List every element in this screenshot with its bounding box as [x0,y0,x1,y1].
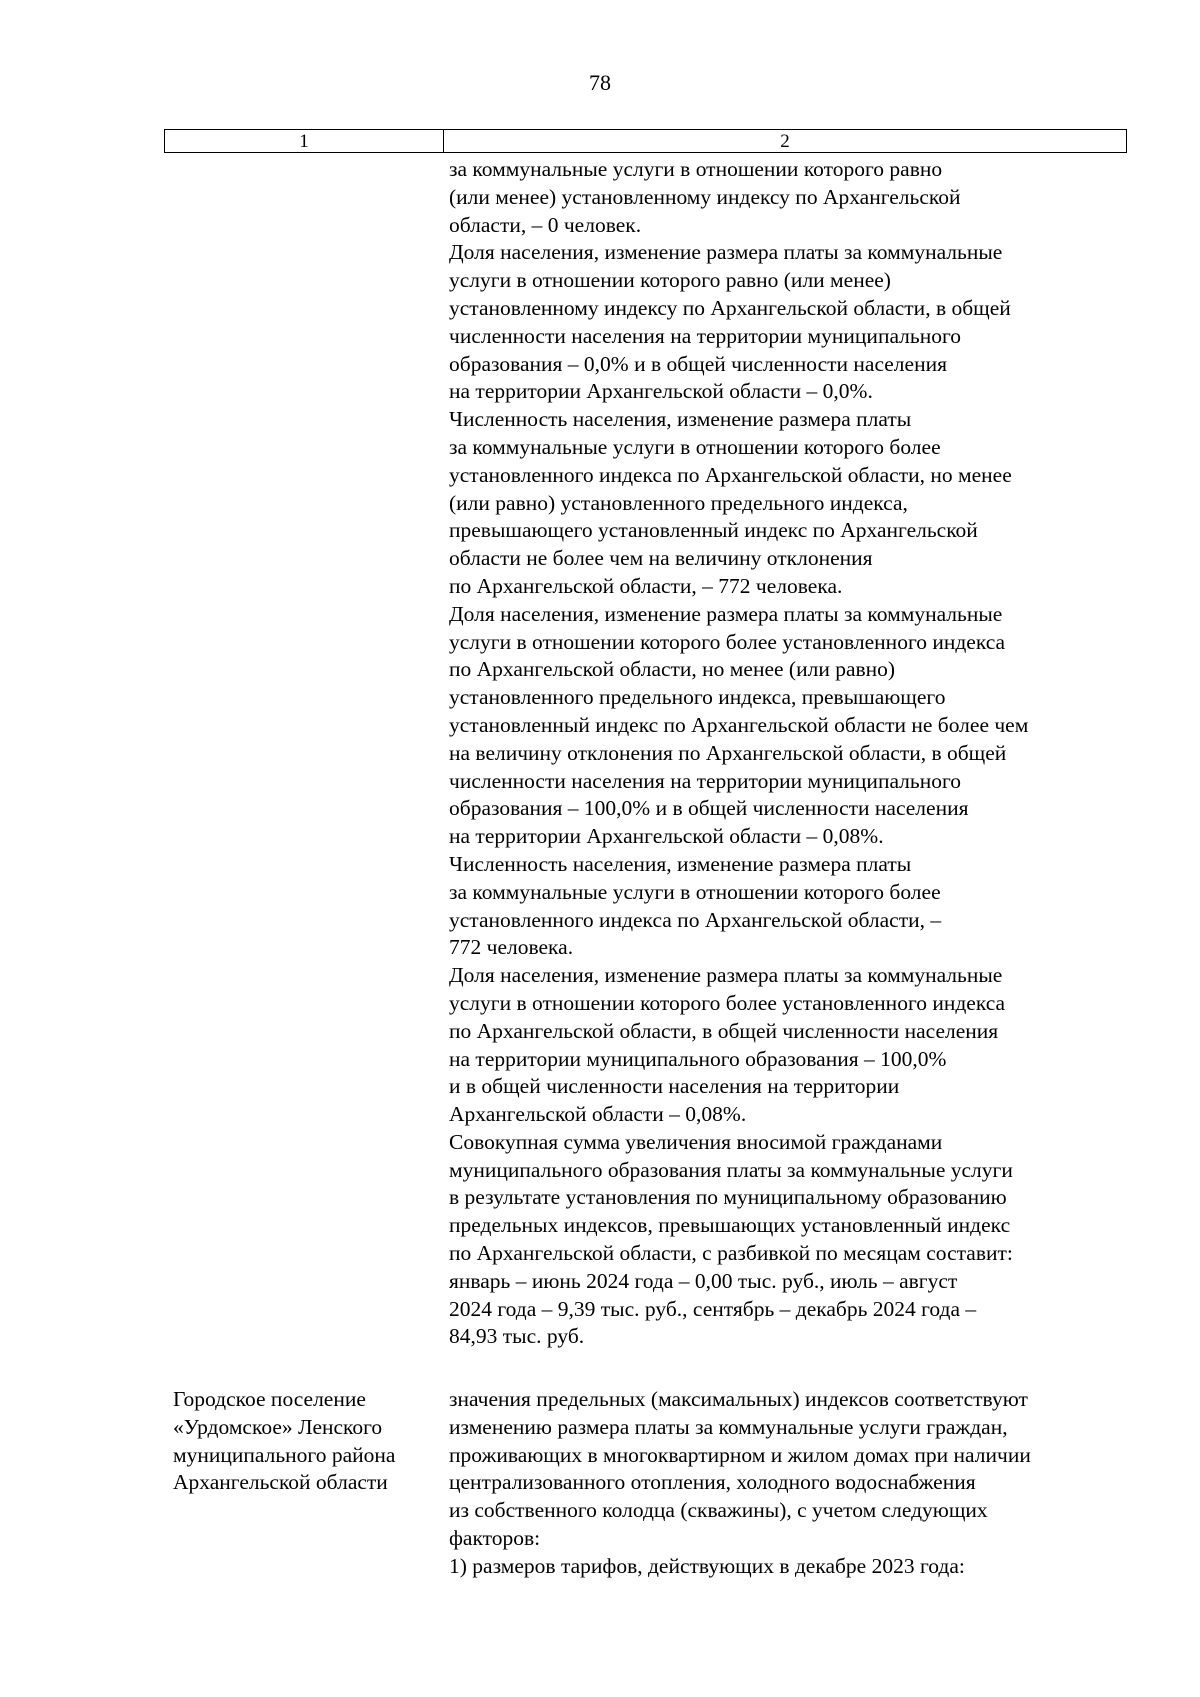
text-line: установленного предельного индекса, превышающего [449,685,946,710]
text-line: предельных индексов, превышающих установленный индекс [449,1213,1011,1238]
text-line: за коммунальные услуги в отношении которого более [449,879,941,904]
text-line: Доля населения, изменение размера платы за коммунальные [449,963,1003,988]
text-line: (или равно) установленного предельного индекса, [449,490,908,515]
text-line: услуги в отношении которого более установленного индекса [449,990,1006,1015]
text-line: услуги в отношении которого более установленного индекса [449,629,1006,654]
text-line: Совокупная сумма увеличения вносимой гражданами [449,1129,943,1154]
text-line: факторов: [449,1525,541,1550]
text-line: численности населения на территории муниципального [449,323,962,348]
text-line: 2024 года – 9,39 тыс. руб., сентябрь – декабрь 2024 года – [449,1296,977,1321]
table-header-row [164,129,1127,153]
municipality-name-line: «Урдомское» Ленского [173,1414,383,1439]
text-line: численности населения на территории муниципального [449,768,962,793]
text-line: по Архангельской области, в общей численности населения [449,1018,999,1043]
text-line: из собственного колодца (скважины), с учетом следующих [449,1498,988,1523]
text-line: установленному индексу по Архангельской области, в общей [449,295,1011,320]
row2-right-cell [449,1386,1149,1581]
table-header-col-1: 1 [165,130,444,152]
table-header-col-2: 2 [780,130,790,152]
text-line: изменению размера платы за коммунальные услуги граждан, [449,1414,1008,1439]
text-line: значения предельных (максимальных) индексов соответствуют [449,1387,1028,1411]
text-line: на величину отклонения по Архангельской области, в общей [449,740,1007,765]
text-line: установленный индекс по Архангельской области не более чем [449,712,1029,737]
text-line: на территории Архангельской области – 0,08%. [449,824,884,849]
text-line: по Архангельской области, – 772 человека. [449,573,843,598]
text-line: 772 человека. [449,935,574,960]
text-line: 84,93 тыс. руб. [449,1324,585,1349]
text-line: по Архангельской области, но менее (или равно) [449,657,896,682]
text-line: образования – 100,0% и в общей численности населения [449,796,969,821]
text-line: январь – июнь 2024 года – 0,00 тыс. руб., июль – август [449,1268,958,1293]
row1-right-cell [449,156,1149,1351]
text-line: на территории Архангельской области – 0,0%. [449,379,873,404]
row2-left-cell [173,1386,443,1497]
text-line: в результате установления по муниципальному образованию [449,1185,1007,1210]
text-line: на территории муниципального образования – 100,0% [449,1046,947,1071]
text-line: Численность населения, изменение размера платы [449,851,912,876]
text-line: области, – 0 человек. [449,212,642,237]
page-number: 78 [589,70,611,95]
text-line: Доля населения, изменение размера платы за коммунальные [449,601,1003,626]
text-line: и в общей численности населения на территории [449,1074,900,1099]
text-line: проживающих в многоквартирном и жилом домах при наличии [449,1442,1031,1467]
text-line: области не более чем на величину отклонения [449,546,873,571]
text-line: централизованного отопления, холодного водоснабжения [449,1470,976,1495]
municipality-name-line: муниципального района [173,1442,396,1467]
text-line: по Архангельской области, с разбивкой по месяцам составит: [449,1241,1013,1266]
municipality-name-line: Городское поселение [173,1387,366,1411]
text-line: (или менее) установленному индексу по Архангельской [449,184,961,209]
text-line: за коммунальные услуги в отношении которого равно [449,157,943,181]
text-line: муниципального образования платы за коммунальные услуги [449,1157,1013,1182]
text-line: 1) размеров тарифов, действующих в декабре 2023 года: [449,1553,965,1578]
text-line: превышающего установленный индекс по Архангельской [449,518,978,543]
text-line: установленного индекса по Архангельской области, – [449,907,942,932]
text-line: за коммунальные услуги в отношении которого более [449,434,941,459]
text-line: Архангельской области – 0,08%. [449,1102,747,1127]
municipality-name-line: Архангельской области [173,1470,388,1495]
text-line: образования – 0,0% и в общей численности населения [449,351,947,376]
text-line: установленного индекса по Архангельской области, но менее [449,462,1012,487]
text-line: услуги в отношении которого равно (или менее) [449,268,891,293]
text-line: Численность населения, изменение размера платы [449,407,912,432]
text-line: Доля населения, изменение размера платы за коммунальные [449,240,1003,265]
